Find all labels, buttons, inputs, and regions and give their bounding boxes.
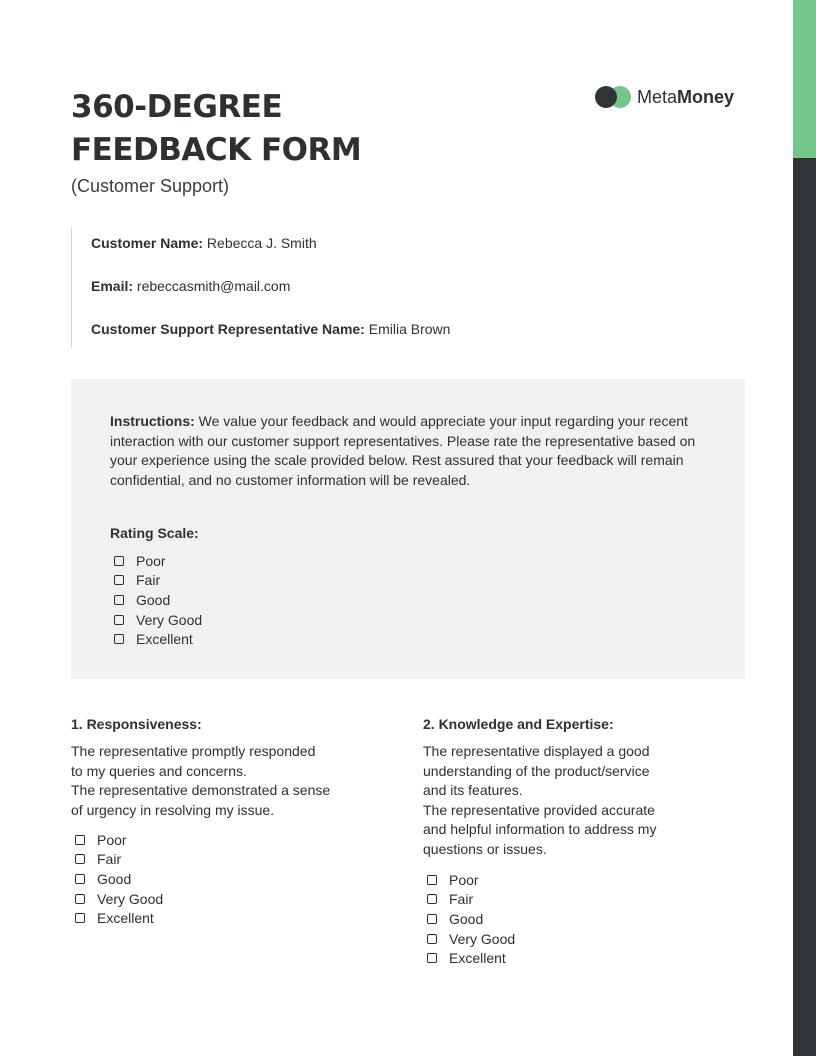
rating-scale-option[interactable] [114, 610, 202, 630]
checkbox[interactable] [427, 894, 437, 904]
checkbox[interactable] [427, 914, 437, 924]
option-label: Poor [449, 871, 479, 888]
question-1-text [71, 742, 391, 820]
option-label: Fair [449, 891, 474, 908]
question-1-option[interactable] [75, 889, 163, 909]
rating-scale-list [114, 551, 202, 649]
logo-word-bold: Money [677, 86, 735, 107]
checkbox[interactable] [75, 894, 85, 904]
question-2-line: understanding of the product/service [423, 762, 650, 779]
instructions-body: We value your feedback and would appreciate your input regarding your recent interaction with our customer support representatives. Please rate the representative based on your experience using the scale provided below. Rest assured that your feedback will remain confidential, and no customer information will be revealed. [110, 413, 696, 488]
checkbox[interactable] [75, 854, 85, 864]
question-2-option[interactable] [427, 890, 515, 910]
option-label: Good [449, 910, 484, 927]
form-subtitle: (Customer Support) [71, 176, 230, 196]
question-1-options [75, 830, 163, 928]
checkbox[interactable] [75, 913, 85, 923]
option-label: Good [136, 591, 171, 608]
form-title-line-1: 360-DEGREE [71, 89, 283, 125]
rating-scale-option[interactable] [114, 590, 202, 610]
representative-name-field [91, 321, 450, 337]
customer-name-value: Rebecca J. Smith [203, 235, 317, 251]
logo-circles-icon [595, 86, 631, 108]
email-value: rebeccasmith@mail.com [133, 278, 291, 294]
checkbox[interactable] [114, 615, 124, 625]
question-2-option[interactable] [427, 948, 515, 968]
option-label: Poor [136, 552, 166, 569]
checkbox[interactable] [114, 556, 124, 566]
question-2-title: 2. Knowledge and Expertise: [423, 716, 614, 732]
question-1-option[interactable] [75, 908, 163, 928]
customer-name-label: Customer Name: [91, 235, 204, 251]
checkbox[interactable] [427, 934, 437, 944]
checkbox[interactable] [114, 575, 124, 585]
question-2-text [423, 742, 743, 860]
checkbox[interactable] [427, 953, 437, 963]
question-1-line: of urgency in resolving my issue. [71, 801, 275, 818]
option-label: Excellent [449, 950, 506, 967]
question-1-line: The representative demonstrated a sense [71, 782, 331, 799]
instructions-text [110, 412, 700, 490]
question-2-line: questions or issues. [423, 840, 547, 857]
option-label: Poor [97, 831, 127, 848]
right-accent-bar [793, 0, 816, 1056]
option-label: Very Good [449, 930, 516, 947]
logo-wordmark [637, 87, 734, 108]
form-title-line-2: FEEDBACK FORM [71, 132, 362, 168]
instructions-panel [71, 379, 745, 679]
question-1-line: to my queries and concerns. [71, 762, 247, 779]
question-2-options [427, 870, 515, 968]
rating-scale-option[interactable] [114, 629, 202, 649]
form-title [71, 86, 361, 172]
logo-dark-circle [595, 86, 617, 108]
metamoney-logo [595, 86, 734, 108]
question-1-option[interactable] [75, 830, 163, 850]
representative-name-label: Customer Support Representative Name: [91, 321, 365, 337]
customer-name-field [91, 235, 317, 251]
rating-scale-option[interactable] [114, 571, 202, 591]
question-2-line: and its features. [423, 782, 523, 799]
option-label: Very Good [136, 611, 203, 628]
right-accent-bar-green [793, 0, 816, 158]
email-field [91, 278, 290, 294]
option-label: Good [97, 870, 132, 887]
checkbox[interactable] [114, 595, 124, 605]
question-2-option[interactable] [427, 870, 515, 890]
logo-word-light: Meta [637, 86, 678, 107]
rating-scale-option[interactable] [114, 551, 202, 571]
checkbox[interactable] [75, 835, 85, 845]
question-1-option[interactable] [75, 869, 163, 889]
question-1-title: 1. Responsiveness: [71, 716, 202, 732]
question-2-line: and helpful information to address my [423, 821, 657, 838]
customer-info-block [71, 227, 672, 348]
question-1-line: The representative promptly responded [71, 743, 316, 759]
question-1-option[interactable] [75, 850, 163, 870]
option-label: Very Good [97, 890, 164, 907]
option-label: Excellent [136, 631, 193, 648]
checkbox[interactable] [427, 875, 437, 885]
question-2-line: The representative displayed a good [423, 743, 650, 759]
instructions-label: Instructions: [110, 413, 195, 429]
option-label: Fair [97, 851, 122, 868]
rating-scale-label: Rating Scale: [110, 525, 199, 541]
question-2-option[interactable] [427, 909, 515, 929]
checkbox[interactable] [75, 874, 85, 884]
checkbox[interactable] [114, 634, 124, 644]
question-2-line: The representative provided accurate [423, 801, 655, 818]
question-2-option[interactable] [427, 929, 515, 949]
representative-name-value: Emilia Brown [364, 321, 451, 337]
option-label: Fair [136, 572, 161, 589]
email-label: Email: [91, 278, 134, 294]
option-label: Excellent [97, 910, 154, 927]
